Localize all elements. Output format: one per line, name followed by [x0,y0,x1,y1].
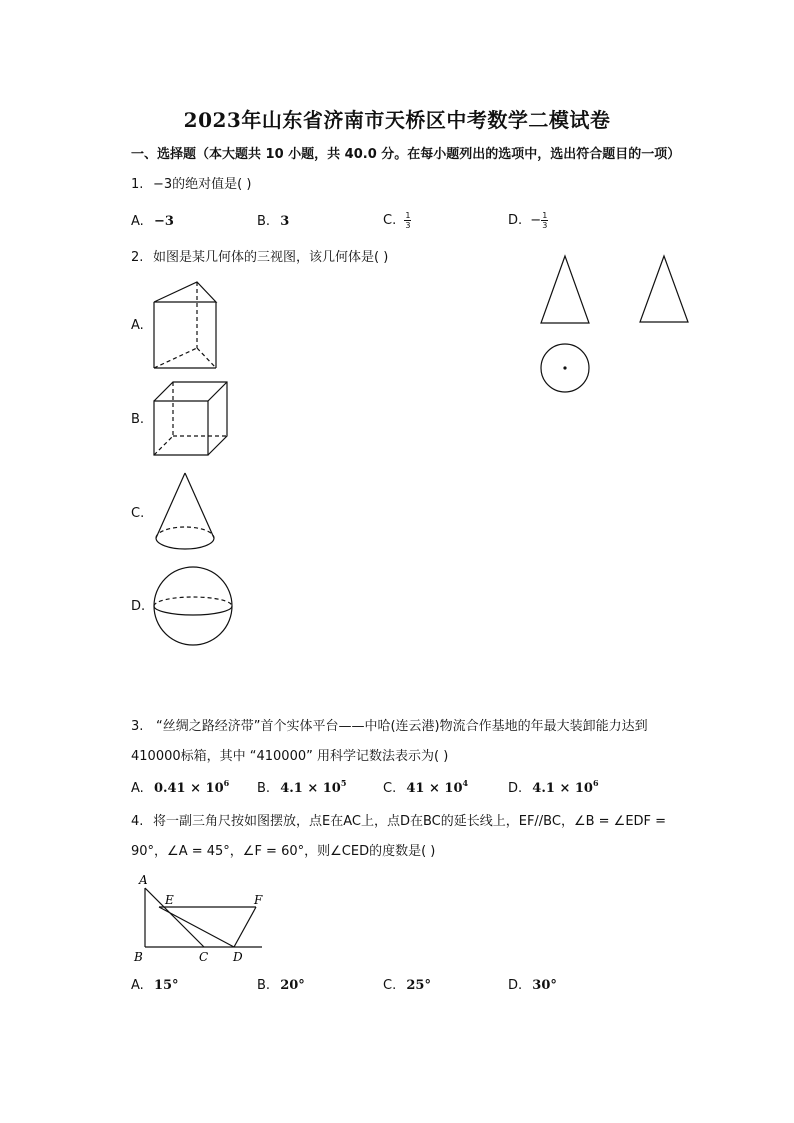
point-e-label: E [165,893,174,907]
option-label: B. [257,978,271,993]
option-value: 15° [153,978,179,993]
option-label: C. [383,978,397,993]
option-label: A. [131,978,144,993]
question-4-line-1: 将一副三角尺按如图摆放，点E在AC上，点D在BC的延长线上，EF//BC，∠B = ∠EDF = [153,814,667,829]
option-value: 20° [280,978,305,993]
option-value: 25° [406,978,431,993]
option-label: D. [508,978,523,993]
fraction-numerator: 1 [405,211,411,220]
option-label: D. [508,213,523,228]
question-1-number: 1. [131,177,144,192]
question-2-text: 如图是某几何体的三视图，该几何体是( ) [153,250,389,265]
page-title: 2023年山东省济南市天桥区中考数学二模试卷 [183,108,611,132]
question-3-line-2: 410000标箱，其中 “410000” 用科学记数法表示为( ) [131,749,449,764]
point-b-label: B [134,950,143,964]
point-d-label: D [233,950,243,964]
minus-sign: − [530,213,542,228]
option-label: C. [383,213,397,228]
option-label: B. [257,214,271,229]
question-3-line-1: “丝绸之路经济带”首个实体平台——中哈(连云港)物流合作基地的年最大装卸能力达到 [156,719,648,734]
question-3-number: 3. [131,719,144,734]
option-value: $4.1 \times 10^6$ [532,778,599,796]
point-c-label: C [199,950,209,964]
question-4-number: 4. [131,814,144,829]
option-value: −3 [153,214,174,229]
q2-option-d-label[interactable]: D. [131,599,146,614]
option-label: D. [508,781,523,796]
q4-option-b[interactable] [257,978,305,994]
question-1-text: −3的绝对值是( ) [153,177,252,192]
fraction-numerator: 1 [542,211,548,220]
option-label: C. [383,781,397,796]
option-value: $0.41 \times 10^6$ [153,778,230,796]
section-heading: 一、选择题（本大题共 10 小题，共 40.0 分。在每小题列出的选项中，选出符合题目的一项） [131,147,681,162]
point-a-label: A [139,873,148,887]
question-2-number: 2. [131,250,144,265]
option-value: 30° [532,978,557,993]
option-label: B. [257,781,271,796]
option-value: $41 \times 10^4$ [406,778,469,796]
fraction-denominator: 3 [405,221,411,230]
q2-option-c-label[interactable]: C. [131,506,145,521]
fraction-denominator: 3 [542,221,548,230]
option-value: 3 [280,214,290,229]
question-4-line-2: 90°，∠A = 45°，∠F = 60°，则∠CED的度数是( ) [131,844,436,859]
point-f-label: F [254,893,263,907]
q4-option-a[interactable] [131,978,179,994]
q4-option-c[interactable] [383,978,431,994]
q2-option-b-label[interactable]: B. [131,412,145,427]
option-label: A. [131,214,144,229]
q2-option-a-label[interactable]: A. [131,318,144,333]
option-label: A. [131,781,144,796]
option-value: $4.1 \times 10^5$ [280,778,347,796]
q4-option-d[interactable] [508,978,557,994]
